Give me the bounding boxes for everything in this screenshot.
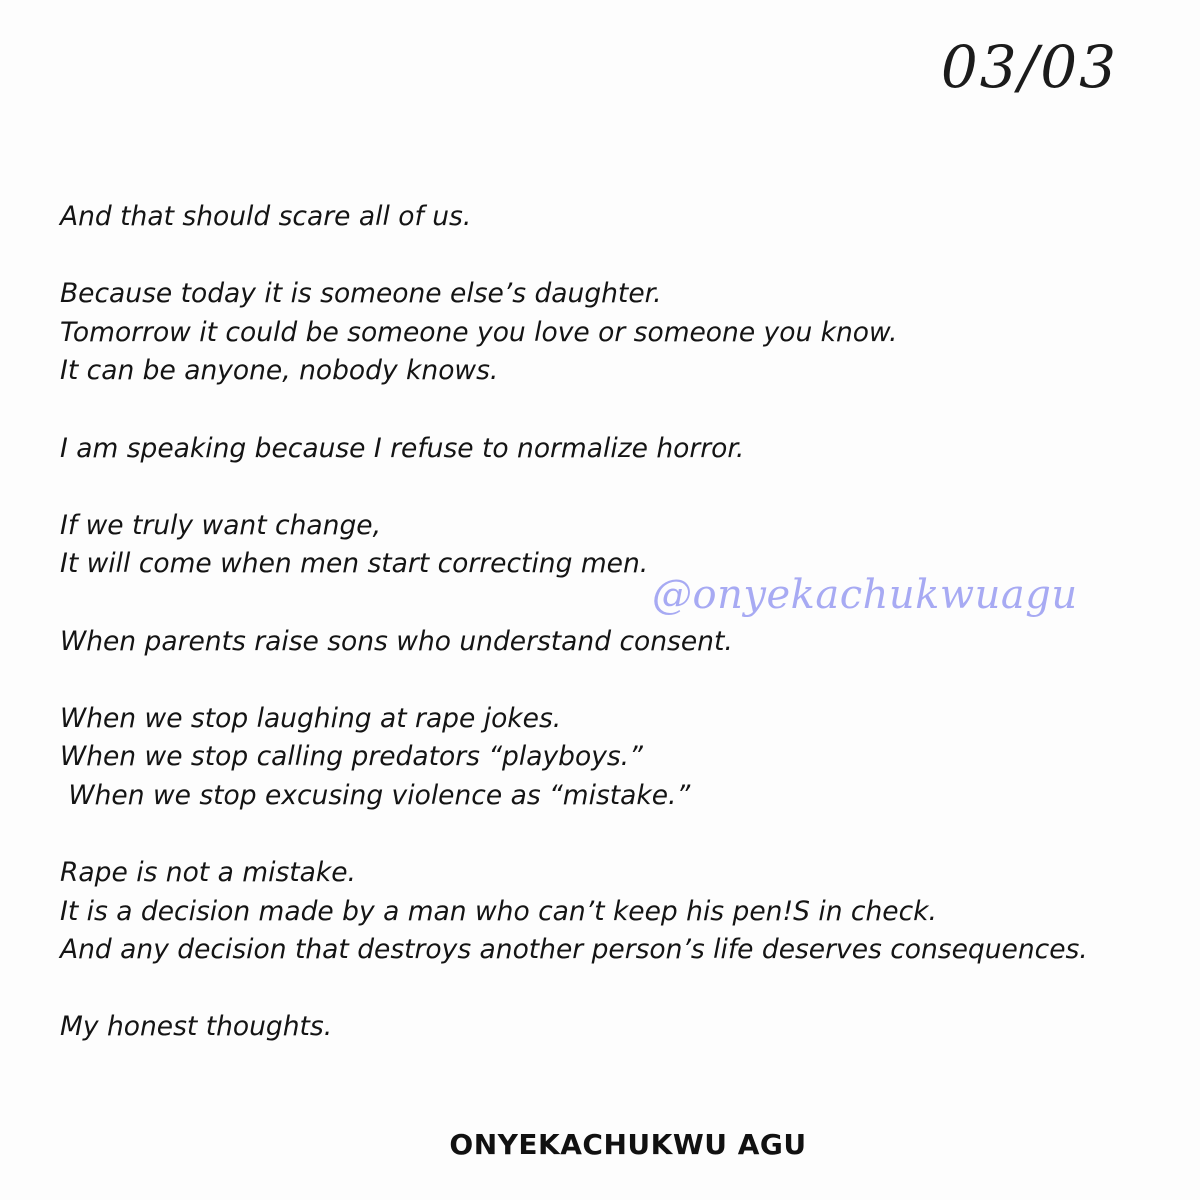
paragraph-spacer bbox=[60, 391, 1170, 430]
text-line: It can be anyone, nobody knows. bbox=[60, 355, 499, 387]
text-line: Because today it is someone else’s daughter. bbox=[60, 278, 662, 310]
page-number: 03/03 bbox=[940, 33, 1118, 101]
paragraph-spacer bbox=[60, 237, 1170, 276]
paragraph-spacer bbox=[60, 970, 1170, 1009]
text-line: I am speaking because I refuse to normalize horror. bbox=[60, 432, 745, 464]
text-line: Tomorrow it could be someone you love or someone you know. bbox=[60, 316, 898, 348]
text-line: When parents raise sons who understand consent. bbox=[60, 625, 733, 657]
watermark-handle: @onyekachukwuagu bbox=[652, 572, 1078, 618]
text-line: And that should scare all of us. bbox=[60, 201, 472, 232]
paragraph-spacer bbox=[60, 661, 1170, 700]
text-line: My honest thoughts. bbox=[60, 1011, 333, 1043]
paragraph-spacer bbox=[60, 816, 1170, 855]
text-line: When we stop calling predators “playboys.” bbox=[60, 741, 643, 773]
post-body bbox=[60, 198, 1170, 1047]
text-line: When we stop laughing at rape jokes. bbox=[60, 702, 562, 734]
text-line: And any decision that destroys another person’s life deserves consequences. bbox=[60, 934, 1088, 966]
text-line: It is a decision made by a man who can’t keep his pen!S in check. bbox=[60, 895, 937, 927]
paragraph-spacer bbox=[60, 468, 1170, 507]
text-line: If we truly want change, bbox=[60, 509, 381, 541]
text-line: It will come when men start correcting men. bbox=[60, 548, 649, 580]
text-line: When we stop excusing violence as “mistake.” bbox=[60, 779, 691, 811]
author-name: ONYEKACHUKWU AGU bbox=[449, 1128, 807, 1161]
text-line: Rape is not a mistake. bbox=[60, 857, 356, 889]
